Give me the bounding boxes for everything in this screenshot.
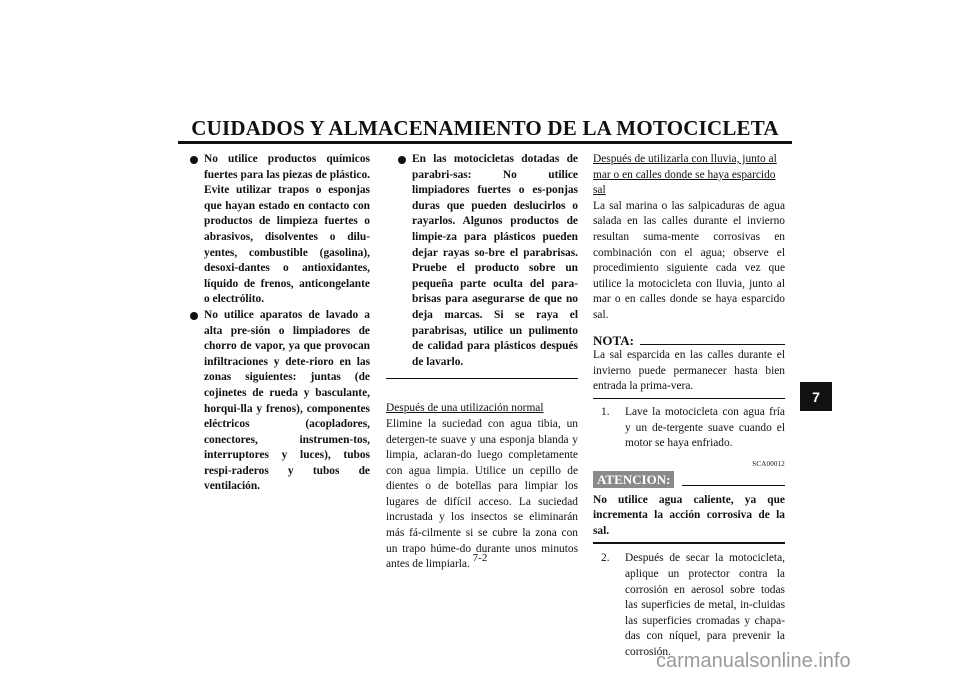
warning-text: No utilice agua caliente, ya que incrementa la acción corrosiva de la sal. xyxy=(593,493,785,537)
bullet-icon xyxy=(398,156,406,164)
bullet-item xyxy=(386,152,578,370)
note-header xyxy=(593,333,785,349)
warning-label: ATENCION: xyxy=(593,471,674,488)
step-item xyxy=(601,551,785,660)
note-end-rule xyxy=(593,398,785,399)
step-text: Lave la motocicleta con agua fría y un de-tergente suave cuando el motor se haya enfriado. xyxy=(625,405,785,450)
chapter-tab: 7 xyxy=(800,382,832,411)
bullet-text: No utilice aparatos de lavado a alta pre-sión o limpiadores de chorro de vapor, ya que provocan infiltraciones y dete-rioro en las zonas siguientes: juntas (de cojinetes de rueda y basculante, horqui-lla y frenos), componentes eléctricos (acopladores, conectores, instrumen-tos, interruptores y luces), tubos respi-raderos y tubos de ventilación. xyxy=(204,308,370,493)
bullet-item xyxy=(178,308,370,495)
watermark-text: carmanualsonline.info xyxy=(656,650,851,672)
column-right xyxy=(593,152,785,661)
bullet-item xyxy=(178,152,370,308)
section-heading: Después de utilizarla con lluvia, junto al mar o en calles donde se haya esparcido sal xyxy=(593,153,777,197)
bullet-text: No utilice productos químicos fuertes para las piezas de plástico. Evite utilizar trapos o esponjas que hayan estado en contacto con productos de limpieza fuertes o abrasivos, disolventes o dilu-yentes, combustible (gasolina), desoxi-dantes o antioxidantes, líquido de frenos, anticongelante o electrólito. xyxy=(204,153,370,306)
step-number: 2. xyxy=(601,552,610,565)
note-rule xyxy=(640,344,785,345)
step-text: Después de secar la motocicleta, aplique un protector contra la corrosión en aerosol sobre todas las superficies de metal, in-cluidas las superficies cromadas y chapa-das con níquel, para prevenir la corrosión. xyxy=(625,552,785,659)
step-number: 1. xyxy=(601,405,610,418)
section-body: Elimine la suciedad con agua tibia, un detergen-te suave y una esponja blanda y limpia, aclaran-do luego completamente con agua limpia. Utilice un cepillo de dientes o de botellas para limpiar los lugares de difícil acceso. La suciedad incrustada y los insectos se eliminarán más fá-cilmente si se cubre la zona con un trapo húme-do durante unos minutos antes de limpiarla. xyxy=(386,417,578,571)
note-label: NOTA: xyxy=(593,332,634,348)
bullet-text: En las motocicletas dotadas de parabri-sas: No utilice limpiadores fuertes o es-ponjas duras que pueden deslucirlos o rayarlos. Algunos productos de limpie-za para plásticos pueden dejar rayas so-bre el parabrisas. Pruebe el producto sobre un pequeña parte oculta del para-brisas para asegurarse de que no deja marcas. Si se raya el parabrisas, utilice un pulimento de calidad para plásticos después de lavarlo. xyxy=(412,153,578,368)
column-middle xyxy=(386,152,578,573)
section-body: La sal marina o las salpicaduras de agua salada en las calles durante el invierno resultan suma-mente corrosivas en combinación con el agua; observe el procedimiento siguiente cada vez que utilice la motocicleta con lluvia, junto al mar o en calles donde se haya esparcido sal. xyxy=(593,199,785,321)
page-number: 7-2 xyxy=(472,552,488,564)
header-rule xyxy=(178,141,792,144)
note-text: La sal esparcida en las calles durante el invierno puede permanecer hasta bien entrada la prima-vera. xyxy=(593,349,785,393)
warning-rule xyxy=(682,485,785,486)
section-heading: Después de una utilización normal xyxy=(386,402,544,415)
bullet-icon xyxy=(190,156,198,164)
warning-end-rule xyxy=(593,542,785,544)
reference-code: SCA00012 xyxy=(752,459,785,468)
step-item xyxy=(601,405,785,452)
column-left xyxy=(178,152,370,495)
warning-header xyxy=(593,471,785,488)
chapter-title: CUIDADOS Y ALMACENAMIENTO DE LA MOTOCICLETA xyxy=(191,116,779,140)
bullet-icon xyxy=(190,312,198,320)
